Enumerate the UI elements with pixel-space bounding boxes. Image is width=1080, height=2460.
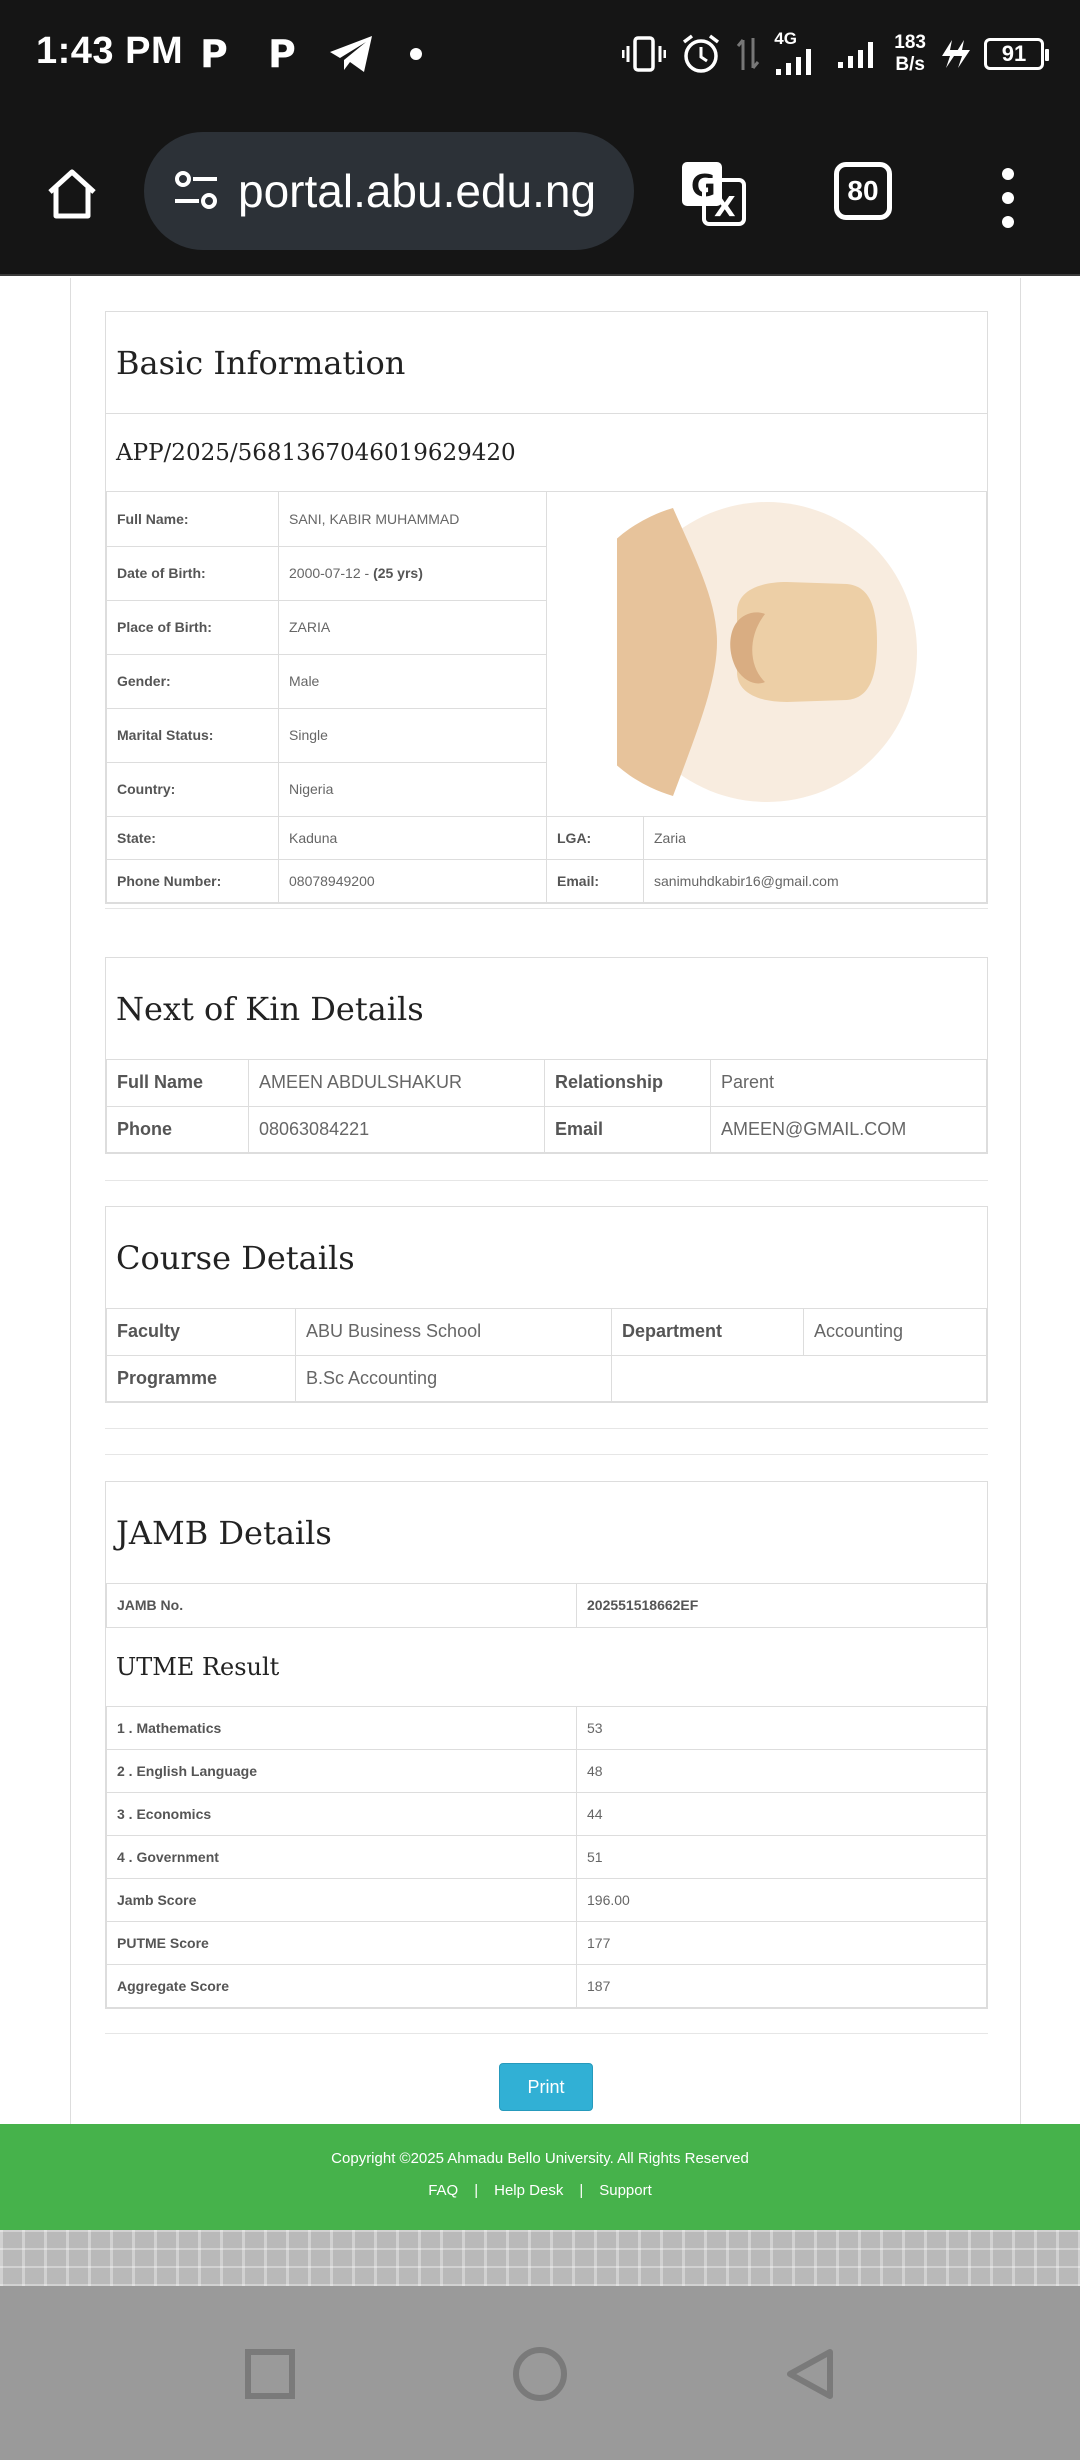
jamb-number-table xyxy=(106,1584,987,1628)
next-of-kin-table xyxy=(106,1060,987,1153)
page-footer xyxy=(0,2124,1080,2230)
kin-relationship-value: Parent xyxy=(711,1060,987,1106)
empty-cell xyxy=(612,1355,987,1401)
home-icon xyxy=(42,164,102,224)
faculty-label: Faculty xyxy=(107,1309,296,1355)
table-row xyxy=(107,1835,987,1878)
kin-email-value: AMEEN@GMAIL.COM xyxy=(711,1106,987,1152)
table-row xyxy=(107,816,987,859)
kin-name-label: Full Name xyxy=(107,1060,249,1106)
utme-result-title: UTME Result xyxy=(116,1652,280,1681)
subject-label: 3 . Economics xyxy=(107,1792,577,1835)
field-value: Single xyxy=(279,708,547,762)
field-label: Full Name: xyxy=(107,492,279,546)
subject-score: 44 xyxy=(577,1792,987,1835)
faq-link[interactable]: FAQ xyxy=(428,2182,459,2199)
home-circle-icon xyxy=(510,2344,570,2404)
jamb-no-label: JAMB No. xyxy=(107,1584,577,1627)
email-label: Email: xyxy=(547,859,644,902)
signal-icon xyxy=(836,38,880,70)
status-bar xyxy=(0,0,1080,108)
telegram-icon xyxy=(328,34,374,74)
department-label: Department xyxy=(612,1309,804,1355)
subject-score: 53 xyxy=(577,1706,987,1749)
kin-email-label: Email xyxy=(545,1106,711,1152)
kin-phone-value: 08063084221 xyxy=(249,1106,545,1152)
table-row xyxy=(107,1749,987,1792)
table-row xyxy=(107,1921,987,1964)
field-value xyxy=(279,546,547,600)
age-value: (25 yrs) xyxy=(373,565,423,581)
basic-info-table xyxy=(106,492,987,903)
signal-icon xyxy=(774,31,822,77)
p-app-icon: P xyxy=(200,32,228,76)
phone-label: Phone Number: xyxy=(107,859,279,902)
jamb-no-value: 202551518662EF xyxy=(577,1584,987,1627)
department-value: Accounting xyxy=(804,1309,987,1355)
field-label: Place of Birth: xyxy=(107,600,279,654)
subject-score: 187 xyxy=(577,1964,987,2007)
recents-button[interactable] xyxy=(238,2342,302,2406)
course-details-panel xyxy=(105,1206,988,1403)
table-row xyxy=(107,492,987,546)
speed-value: 183 xyxy=(894,32,926,53)
recents-icon xyxy=(242,2346,298,2402)
tune-icon[interactable] xyxy=(168,163,224,219)
subject-label: Aggregate Score xyxy=(107,1964,577,2007)
phone-value: 08078949200 xyxy=(279,859,547,902)
application-number: APP/2025/5681367046019629420 xyxy=(106,414,987,492)
programme-value: B.Sc Accounting xyxy=(296,1355,612,1401)
basic-info-title: Basic Information xyxy=(116,343,406,382)
field-label: Gender: xyxy=(107,654,279,708)
table-row xyxy=(107,1060,987,1106)
url-bar[interactable] xyxy=(144,132,634,250)
more-vert-icon[interactable] xyxy=(996,168,1020,228)
home-nav-button[interactable] xyxy=(508,2342,572,2406)
subject-score: 196.00 xyxy=(577,1878,987,1921)
notification-dot xyxy=(410,48,422,60)
divider xyxy=(105,1428,988,1429)
field-value: SANI, KABIR MUHAMMAD xyxy=(279,492,547,546)
kin-name-value: AMEEN ABDULSHAKUR xyxy=(249,1060,545,1106)
translate-button[interactable] xyxy=(678,158,748,228)
p-app-icon: P xyxy=(268,32,296,76)
jamb-details-panel xyxy=(105,1481,988,2009)
field-label: Marital Status: xyxy=(107,708,279,762)
subject-score: 177 xyxy=(577,1921,987,1964)
course-details-table xyxy=(106,1309,987,1402)
subject-score: 48 xyxy=(577,1749,987,1792)
print-button[interactable]: Print xyxy=(499,2063,593,2111)
lga-value: Zaria xyxy=(644,816,987,859)
jamb-details-title: JAMB Details xyxy=(116,1513,332,1552)
field-value: Nigeria xyxy=(279,762,547,816)
page-content xyxy=(0,278,1080,2124)
utme-result-table xyxy=(106,1706,987,2008)
divider xyxy=(105,1180,988,1181)
browser-toolbar xyxy=(0,108,1080,276)
divider xyxy=(105,1454,988,1455)
divider xyxy=(105,908,988,909)
data-arrows-icon xyxy=(736,34,760,74)
subject-label: PUTME Score xyxy=(107,1921,577,1964)
speed-unit: B/s xyxy=(895,54,925,75)
footer-links xyxy=(0,2182,1080,2199)
field-value: Male xyxy=(279,654,547,708)
divider xyxy=(105,2033,988,2034)
table-row xyxy=(107,1706,987,1749)
subject-label: 2 . English Language xyxy=(107,1749,577,1792)
programme-label: Programme xyxy=(107,1355,296,1401)
dob-value: 2000-07-12 - xyxy=(289,565,374,581)
table-row xyxy=(107,1878,987,1921)
translate-icon xyxy=(678,158,748,228)
link-separator: | xyxy=(579,2182,584,2199)
status-time: 1:43 PM xyxy=(36,30,184,72)
subject-score: 51 xyxy=(577,1835,987,1878)
table-row xyxy=(107,1355,987,1401)
home-button[interactable] xyxy=(40,162,104,226)
tab-switcher-button[interactable]: 80 xyxy=(834,162,892,220)
table-row xyxy=(107,1964,987,2007)
page-background-pattern xyxy=(0,2230,1080,2286)
subject-label: 4 . Government xyxy=(107,1835,577,1878)
state-label: State: xyxy=(107,816,279,859)
table-row xyxy=(107,1584,987,1627)
utme-result-body xyxy=(107,1706,987,2007)
alarm-icon xyxy=(680,33,722,75)
field-value: ZARIA xyxy=(279,600,547,654)
back-button[interactable] xyxy=(778,2342,842,2406)
svg-text:X: X xyxy=(714,190,736,223)
basic-info-panel xyxy=(105,311,988,904)
system-nav-bar xyxy=(0,2286,1080,2460)
network-type: 4G xyxy=(774,29,797,48)
vibrate-icon xyxy=(622,34,666,74)
lga-label: LGA: xyxy=(547,816,644,859)
content-container xyxy=(70,278,1021,2124)
subject-label: Jamb Score xyxy=(107,1878,577,1921)
next-of-kin-title: Next of Kin Details xyxy=(116,989,424,1028)
course-details-title: Course Details xyxy=(116,1238,355,1277)
network-speed xyxy=(894,32,926,76)
copyright-text: Copyright ©2025 Ahmadu Bello University. All Rights Reserved xyxy=(331,2150,749,2167)
subject-label: 1 . Mathematics xyxy=(107,1706,577,1749)
table-row xyxy=(107,1106,987,1152)
kin-relationship-label: Relationship xyxy=(545,1060,711,1106)
svg-text:G: G xyxy=(691,169,716,204)
battery-indicator: 91 xyxy=(984,38,1044,70)
field-label: Country: xyxy=(107,762,279,816)
table-row xyxy=(107,859,987,902)
email-value: sanimuhdkabir16@gmail.com xyxy=(644,859,987,902)
next-of-kin-panel xyxy=(105,957,988,1154)
table-row xyxy=(107,1309,987,1355)
faculty-value: ABU Business School xyxy=(296,1309,612,1355)
photo-cell xyxy=(547,492,987,816)
back-icon xyxy=(782,2346,838,2402)
table-row xyxy=(107,1792,987,1835)
help-desk-link[interactable]: Help Desk xyxy=(494,2182,564,2199)
kin-phone-label: Phone xyxy=(107,1106,249,1152)
avatar-placeholder xyxy=(617,502,917,802)
charging-icon xyxy=(940,38,970,70)
field-label: Date of Birth: xyxy=(107,546,279,600)
support-link[interactable]: Support xyxy=(599,2182,652,2199)
state-value: Kaduna xyxy=(279,816,547,859)
url-text: portal.abu.edu.ng xyxy=(238,165,597,217)
link-separator: | xyxy=(474,2182,479,2199)
